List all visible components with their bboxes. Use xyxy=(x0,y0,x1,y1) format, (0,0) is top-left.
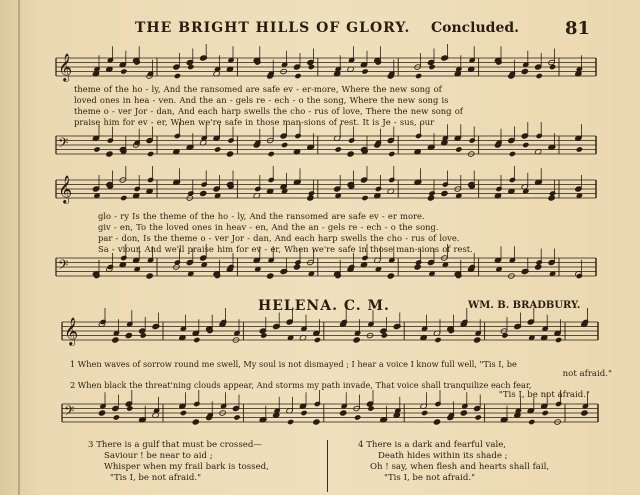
note-head xyxy=(93,146,100,152)
note-head xyxy=(555,337,562,343)
note-head xyxy=(522,142,529,148)
note-head xyxy=(139,328,146,334)
note-head xyxy=(112,405,119,411)
note-head xyxy=(92,186,99,192)
note-head xyxy=(107,264,114,270)
note-head xyxy=(120,255,127,261)
note-head xyxy=(213,186,220,192)
note-head xyxy=(233,414,240,420)
note-head xyxy=(474,405,481,411)
note-head xyxy=(308,190,315,196)
note-head xyxy=(353,337,360,343)
note-head xyxy=(201,181,208,187)
note-head xyxy=(415,133,422,139)
note-head xyxy=(428,190,435,196)
bass-clef: 𝄢 xyxy=(58,257,69,276)
note-head xyxy=(414,264,421,270)
note-head xyxy=(455,146,462,152)
stanza-line: Whisper when my frail bark is tossed, xyxy=(104,462,269,472)
note-head xyxy=(193,337,200,343)
bass-clef: 𝄢 xyxy=(58,135,69,154)
note-head xyxy=(281,142,288,148)
note-head xyxy=(521,68,528,74)
note-head xyxy=(113,414,120,420)
note-head xyxy=(267,273,274,279)
note-head xyxy=(147,151,154,157)
treble-clef: 𝄞 xyxy=(58,175,73,203)
verse-line: 2 When black the threat'ning clouds appear, And storms my path invade, That voice shall tranquilize each fear, xyxy=(70,380,532,390)
note-head xyxy=(280,133,287,139)
note-head xyxy=(313,419,320,425)
note-head xyxy=(294,133,301,139)
note-head xyxy=(214,146,221,152)
note-head xyxy=(415,73,422,79)
lyric-line: Sa - viour, And we'll praise him for ev - er, When we're safe in those man-sions of rest. xyxy=(98,244,473,254)
note-head xyxy=(173,64,180,70)
note-head xyxy=(427,59,434,65)
note-head xyxy=(549,190,556,196)
note-head xyxy=(354,414,361,420)
note-head xyxy=(99,319,106,325)
note-head xyxy=(294,73,301,79)
note-head xyxy=(528,419,535,425)
note-head xyxy=(293,264,300,270)
treble-clef: 𝄞 xyxy=(64,317,79,345)
note-head xyxy=(576,273,583,279)
note-head xyxy=(441,190,448,196)
note-head xyxy=(125,332,132,338)
note-head xyxy=(146,137,153,143)
note-head xyxy=(474,337,481,343)
note-head xyxy=(174,259,181,265)
note-head xyxy=(146,273,153,279)
note-head xyxy=(293,64,300,70)
hymn-title: HELENA. C. M. xyxy=(258,298,390,314)
note-head xyxy=(536,133,543,139)
note-head xyxy=(125,401,132,407)
hymn-heading xyxy=(258,298,618,316)
note-head xyxy=(361,68,368,74)
note-head xyxy=(232,405,239,411)
note-head xyxy=(555,401,562,407)
note-head xyxy=(335,146,342,152)
note-head xyxy=(314,401,321,407)
note-head xyxy=(307,59,314,65)
note-head xyxy=(548,259,555,265)
note-head xyxy=(442,181,449,187)
note-head xyxy=(535,264,542,270)
stanza-line: Saviour ! be near to aid ; xyxy=(104,451,213,461)
note-head xyxy=(259,328,266,334)
note-head xyxy=(375,186,382,192)
note-head xyxy=(387,137,394,143)
lyric-line: glo - ry Is the theme of the ho - ly, And the ransomed are safe ev - er more. xyxy=(98,211,425,221)
note-head xyxy=(340,410,347,416)
note-head xyxy=(187,190,194,196)
note-head xyxy=(576,146,583,152)
page-subtitle: Concluded. xyxy=(431,20,520,36)
stanza-line: Death hides within its shade ; xyxy=(378,451,508,461)
note-head xyxy=(548,195,555,201)
note-head xyxy=(348,137,355,143)
note-head xyxy=(509,177,516,183)
note-head xyxy=(120,68,127,74)
note-head xyxy=(186,259,193,265)
note-head xyxy=(415,259,422,265)
note-head xyxy=(286,319,293,325)
note-head xyxy=(434,337,441,343)
note-head xyxy=(469,137,476,143)
note-head xyxy=(460,410,467,416)
note-head xyxy=(268,151,275,157)
note-head xyxy=(361,255,368,261)
note-head xyxy=(427,259,434,265)
note-head xyxy=(294,259,301,265)
stanza-line: 4 There is a dark and fearful vale, xyxy=(358,440,507,450)
note-head xyxy=(226,151,233,157)
note-head xyxy=(542,410,549,416)
note-head xyxy=(147,177,154,183)
note-head xyxy=(300,410,307,416)
hymn-composer: WM. B. BRADBURY. xyxy=(468,300,581,311)
note-head xyxy=(98,410,105,416)
note-head xyxy=(180,410,187,416)
note-head xyxy=(575,186,582,192)
note-head xyxy=(380,328,387,334)
note-head xyxy=(536,73,543,79)
note-head xyxy=(174,73,181,79)
note-head xyxy=(361,195,368,201)
lyric-line: loved ones in hea - ven. And the an - gels re - ech - o the song, Where the new song is xyxy=(74,95,449,105)
verse-line: 1 When waves of sorrow round me swell, My soul is not dismayed ; I hear a voice I know full well, "Tis I, be xyxy=(70,359,517,369)
note-head xyxy=(581,410,588,416)
note-head xyxy=(475,414,482,420)
note-head xyxy=(287,419,294,425)
bass-clef: 𝄢 xyxy=(64,403,75,422)
note-head xyxy=(509,151,516,157)
note-head xyxy=(535,64,542,70)
note-head xyxy=(366,401,373,407)
note-head xyxy=(536,259,543,265)
lyric-line: theme of the ho - ly, And the ransomed are safe ev - er-more, Where the new song of xyxy=(74,84,442,94)
note-head xyxy=(254,186,261,192)
note-head xyxy=(193,401,200,407)
note-head xyxy=(134,186,141,192)
lyric-line: theme o - ver Jor - dan, And each harp swells the cho - rus of love, There the new song of xyxy=(74,106,463,116)
note-head xyxy=(200,190,207,196)
treble-clef: 𝄞 xyxy=(58,53,73,81)
note-head xyxy=(227,137,234,143)
note-head xyxy=(388,151,395,157)
note-head xyxy=(200,255,207,261)
note-head xyxy=(106,151,113,157)
note-head xyxy=(387,273,394,279)
note-head xyxy=(186,59,193,65)
note-head xyxy=(427,195,434,201)
lyric-line: giv - en, To the loved ones in heav - en, And the an - gels re - ech - o the song. xyxy=(98,222,439,232)
note-head xyxy=(120,195,127,201)
note-head xyxy=(495,186,502,192)
verse-ending: not afraid." xyxy=(562,369,612,379)
page-title: THE BRIGHT HILLS OF GLORY. xyxy=(135,20,411,36)
lyric-line: par - don, Is the theme o - ver Jor - dan, And each harp swells the cho - rus of love. xyxy=(98,233,460,243)
note-head xyxy=(112,337,119,343)
stanza-line: "Tis I, be not afraid." xyxy=(110,473,202,483)
note-head xyxy=(421,410,428,416)
note-head xyxy=(314,337,321,343)
note-head xyxy=(334,186,341,192)
note-head xyxy=(174,133,181,139)
note-head xyxy=(360,177,367,183)
note-head xyxy=(268,177,275,183)
page-number: 81 xyxy=(565,18,591,39)
note-head xyxy=(508,137,515,143)
column-divider xyxy=(327,440,328,492)
note-head xyxy=(433,419,440,425)
stanza-line: 3 There is a gulf that must be crossed— xyxy=(88,440,262,450)
note-head xyxy=(527,319,534,325)
lyric-line: praise him for ev - er, When we're safe in those man-sions of rest. It is Je - sus, our xyxy=(74,117,435,127)
note-head xyxy=(521,133,528,139)
verse-ending: "Tis I, be not afraid." xyxy=(498,390,590,400)
note-head xyxy=(307,195,314,201)
stanza-line: "Tis I, be not afraid." xyxy=(384,473,476,483)
note-head xyxy=(347,151,354,157)
stanza-line: Oh ! say, when flesh and hearts shall fail, xyxy=(370,462,550,472)
note-head xyxy=(107,137,114,143)
note-head xyxy=(388,177,395,183)
note-head xyxy=(192,419,199,425)
note-head xyxy=(434,401,441,407)
